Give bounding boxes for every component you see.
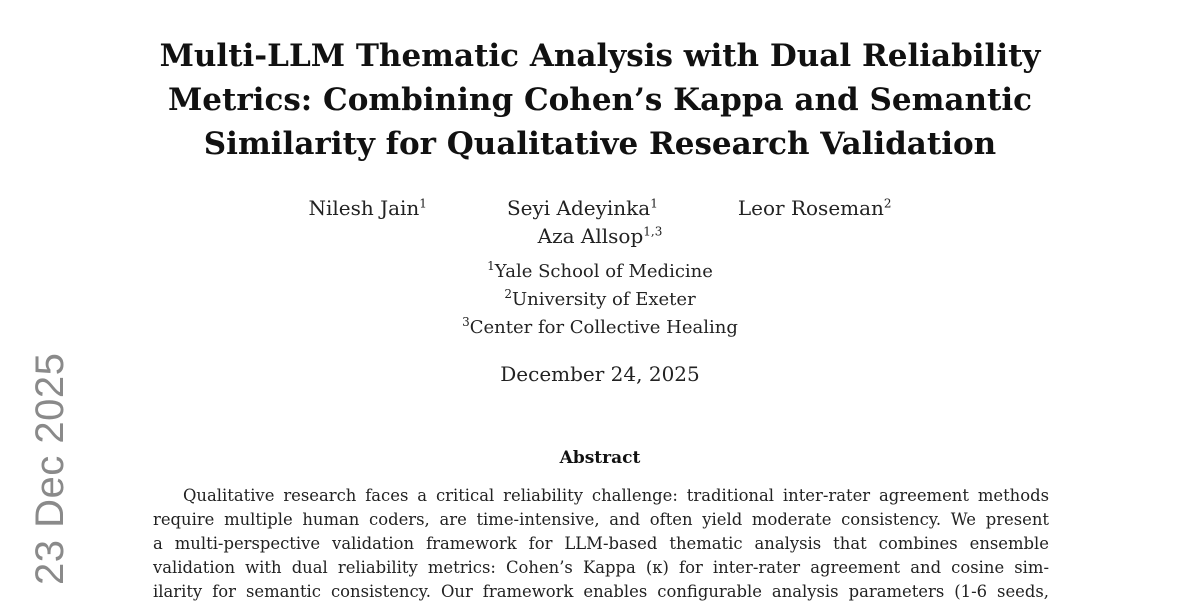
- abstract-line: ilarity for semantic consistency. Our framework enables configurable analysis parameters (1-6 seeds,: [153, 582, 1049, 601]
- affiliation-mark: 1: [487, 259, 495, 273]
- paper-date: December 24, 2025: [500, 362, 700, 386]
- affiliation-mark: 3: [462, 315, 470, 329]
- abstract-line: require multiple human coders, are time-intensive, and often yield moderate consistency. We present: [153, 510, 1049, 529]
- affiliation: [150, 258, 1050, 286]
- author-name: Aza Allsop: [537, 224, 644, 248]
- author-name: Leor Roseman: [737, 196, 884, 220]
- arxiv-side-stamp: [28, 0, 72, 600]
- affiliation-name: Center for Collective Healing: [469, 317, 738, 338]
- paper-page: [150, 0, 1050, 600]
- author-affil-mark: 2: [883, 196, 892, 211]
- title-line: Similarity for Qualitative Research Validation: [203, 126, 997, 162]
- author: [538, 224, 663, 248]
- paper-title: [150, 34, 1050, 166]
- affiliation: [150, 286, 1050, 314]
- author-affil-mark: 1: [650, 196, 658, 211]
- abstract-body: [153, 484, 1049, 604]
- author: [738, 194, 892, 222]
- author-list: [150, 194, 1050, 250]
- affiliation-name: Yale School of Medicine: [494, 261, 713, 282]
- affiliation-name: University of Exeter: [511, 289, 696, 310]
- affiliation: [150, 314, 1050, 342]
- affiliation-mark: 2: [504, 287, 512, 301]
- side-stamp-date: 23 Dec 2025: [28, 352, 72, 585]
- title-line: Metrics: Combining Cohen’s Kappa and Semantic: [167, 82, 1032, 118]
- abstract-heading: Abstract: [559, 448, 641, 468]
- author: [507, 194, 658, 222]
- author-name: Nilesh Jain: [308, 196, 420, 220]
- abstract-line: a multi-perspective validation framework for LLM-based thematic analysis that combines ensemble: [153, 534, 1049, 553]
- author-affil-mark: 1: [419, 196, 427, 211]
- author-affil-mark: 1,3: [643, 224, 663, 239]
- affiliation-list: [150, 258, 1050, 342]
- abstract-line: validation with dual reliability metrics: Cohen’s Kappa (κ) for inter-rater agreement and cosine sim-: [153, 558, 1049, 577]
- author: [308, 194, 427, 222]
- author-name: Seyi Adeyinka: [506, 196, 651, 220]
- abstract-line: Qualitative research faces a critical reliability challenge: traditional inter-rater agreement methods: [183, 486, 1049, 505]
- title-line: Multi-LLM Thematic Analysis with Dual Reliability: [159, 38, 1041, 74]
